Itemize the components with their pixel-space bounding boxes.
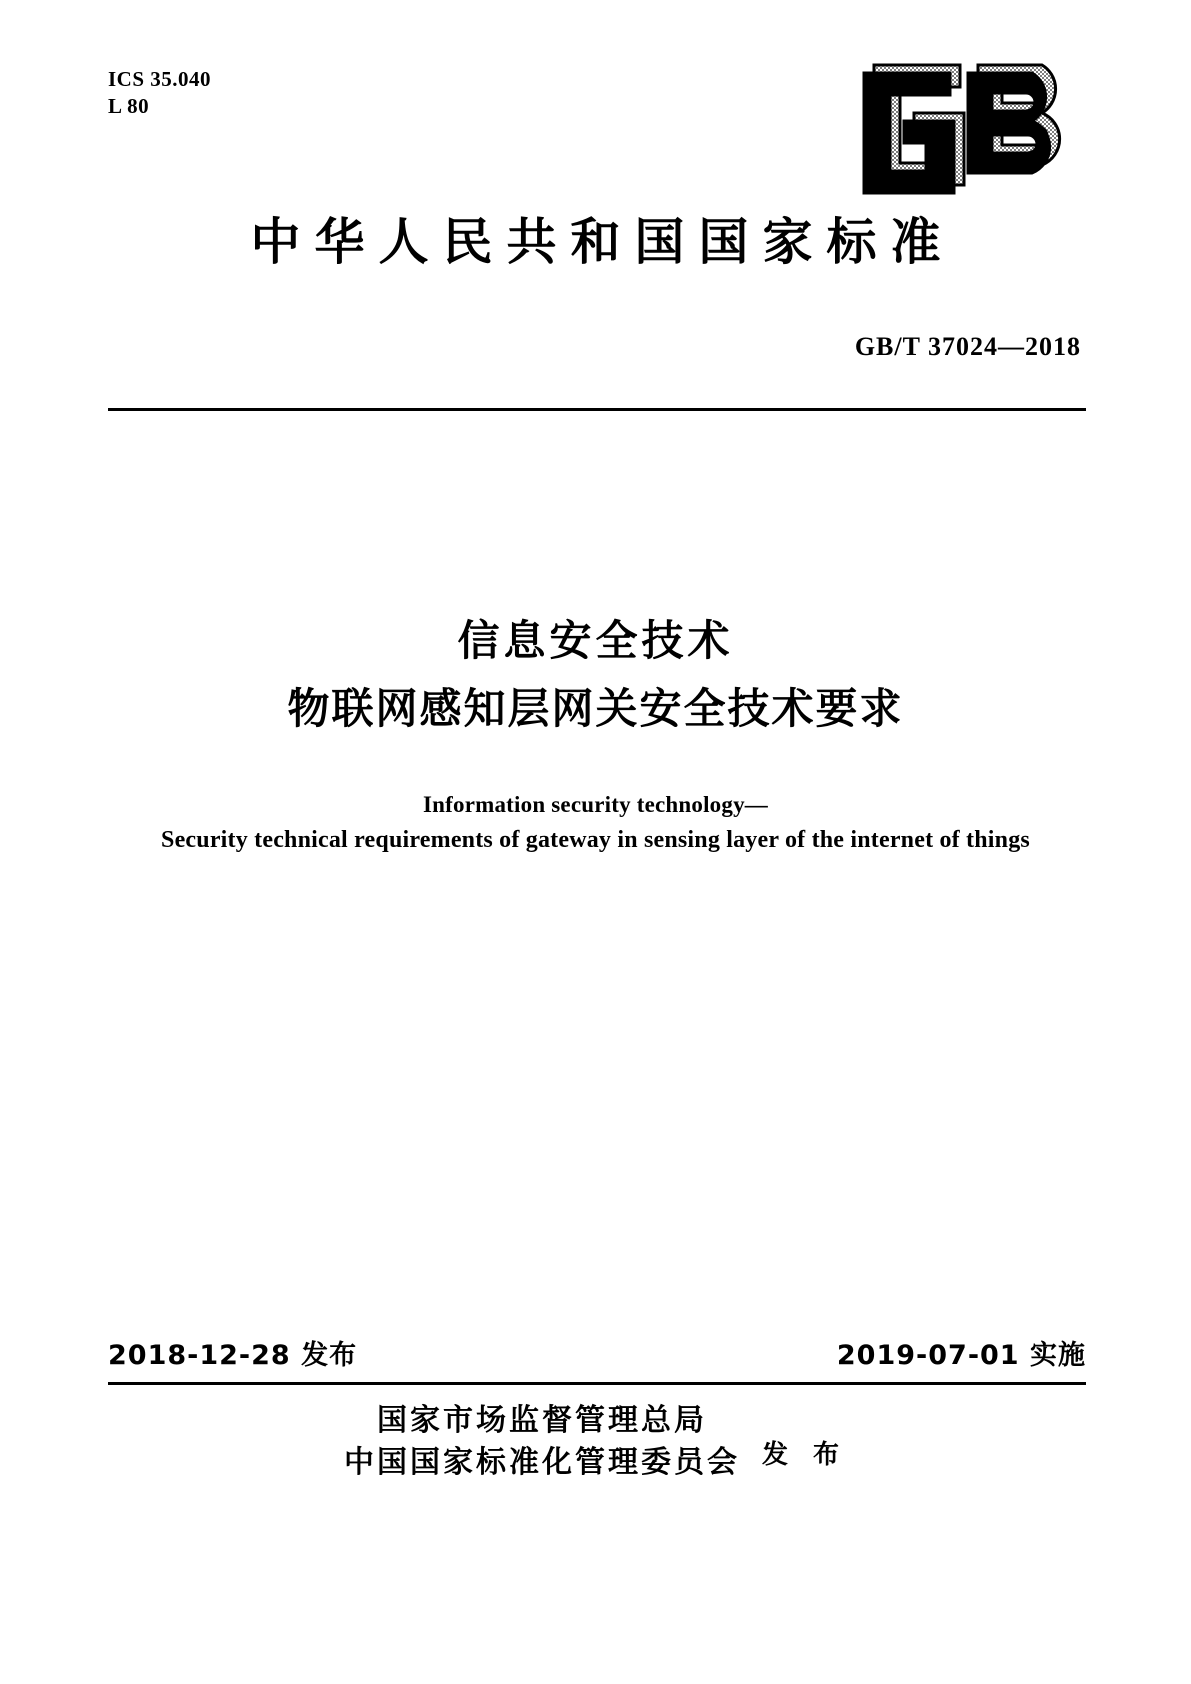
english-title-line-1: Information security technology— — [423, 792, 768, 817]
implementation-date: 2019-07-01 实施 — [836, 1340, 1086, 1371]
issuer-organizations — [344, 1400, 740, 1484]
date-row — [108, 1333, 1086, 1372]
ics-code: ICS 35.040 — [108, 67, 212, 91]
ics-block — [108, 66, 211, 120]
footer-divider — [108, 1382, 1086, 1385]
standard-number: GB/T 37024—2018 — [854, 332, 1081, 361]
classification-code: L 80 — [108, 94, 150, 118]
english-title-line-2: Security technical requirements of gateway in sensing layer of the internet of things — [161, 827, 1030, 853]
issue-date: 2018-12-28 发布 — [108, 1340, 358, 1371]
document-title — [0, 612, 1191, 738]
title-line-1: 信息安全技术 — [457, 616, 734, 665]
header-divider — [108, 408, 1086, 411]
gb-logo-icon — [856, 55, 1086, 195]
title-line-2: 物联网感知层网关安全技术要求 — [287, 684, 904, 733]
national-standard-title: 中华人民共和国国家标准 — [250, 212, 955, 271]
issuer-organization-1: 国家市场监督管理总局 — [376, 1403, 707, 1438]
publish-label: 发 布 — [761, 1439, 848, 1470]
issuer-block — [0, 1400, 1191, 1484]
issuer-organization-2: 中国国家标准化管理委员会 — [343, 1445, 740, 1480]
document-title-english — [0, 788, 1191, 858]
